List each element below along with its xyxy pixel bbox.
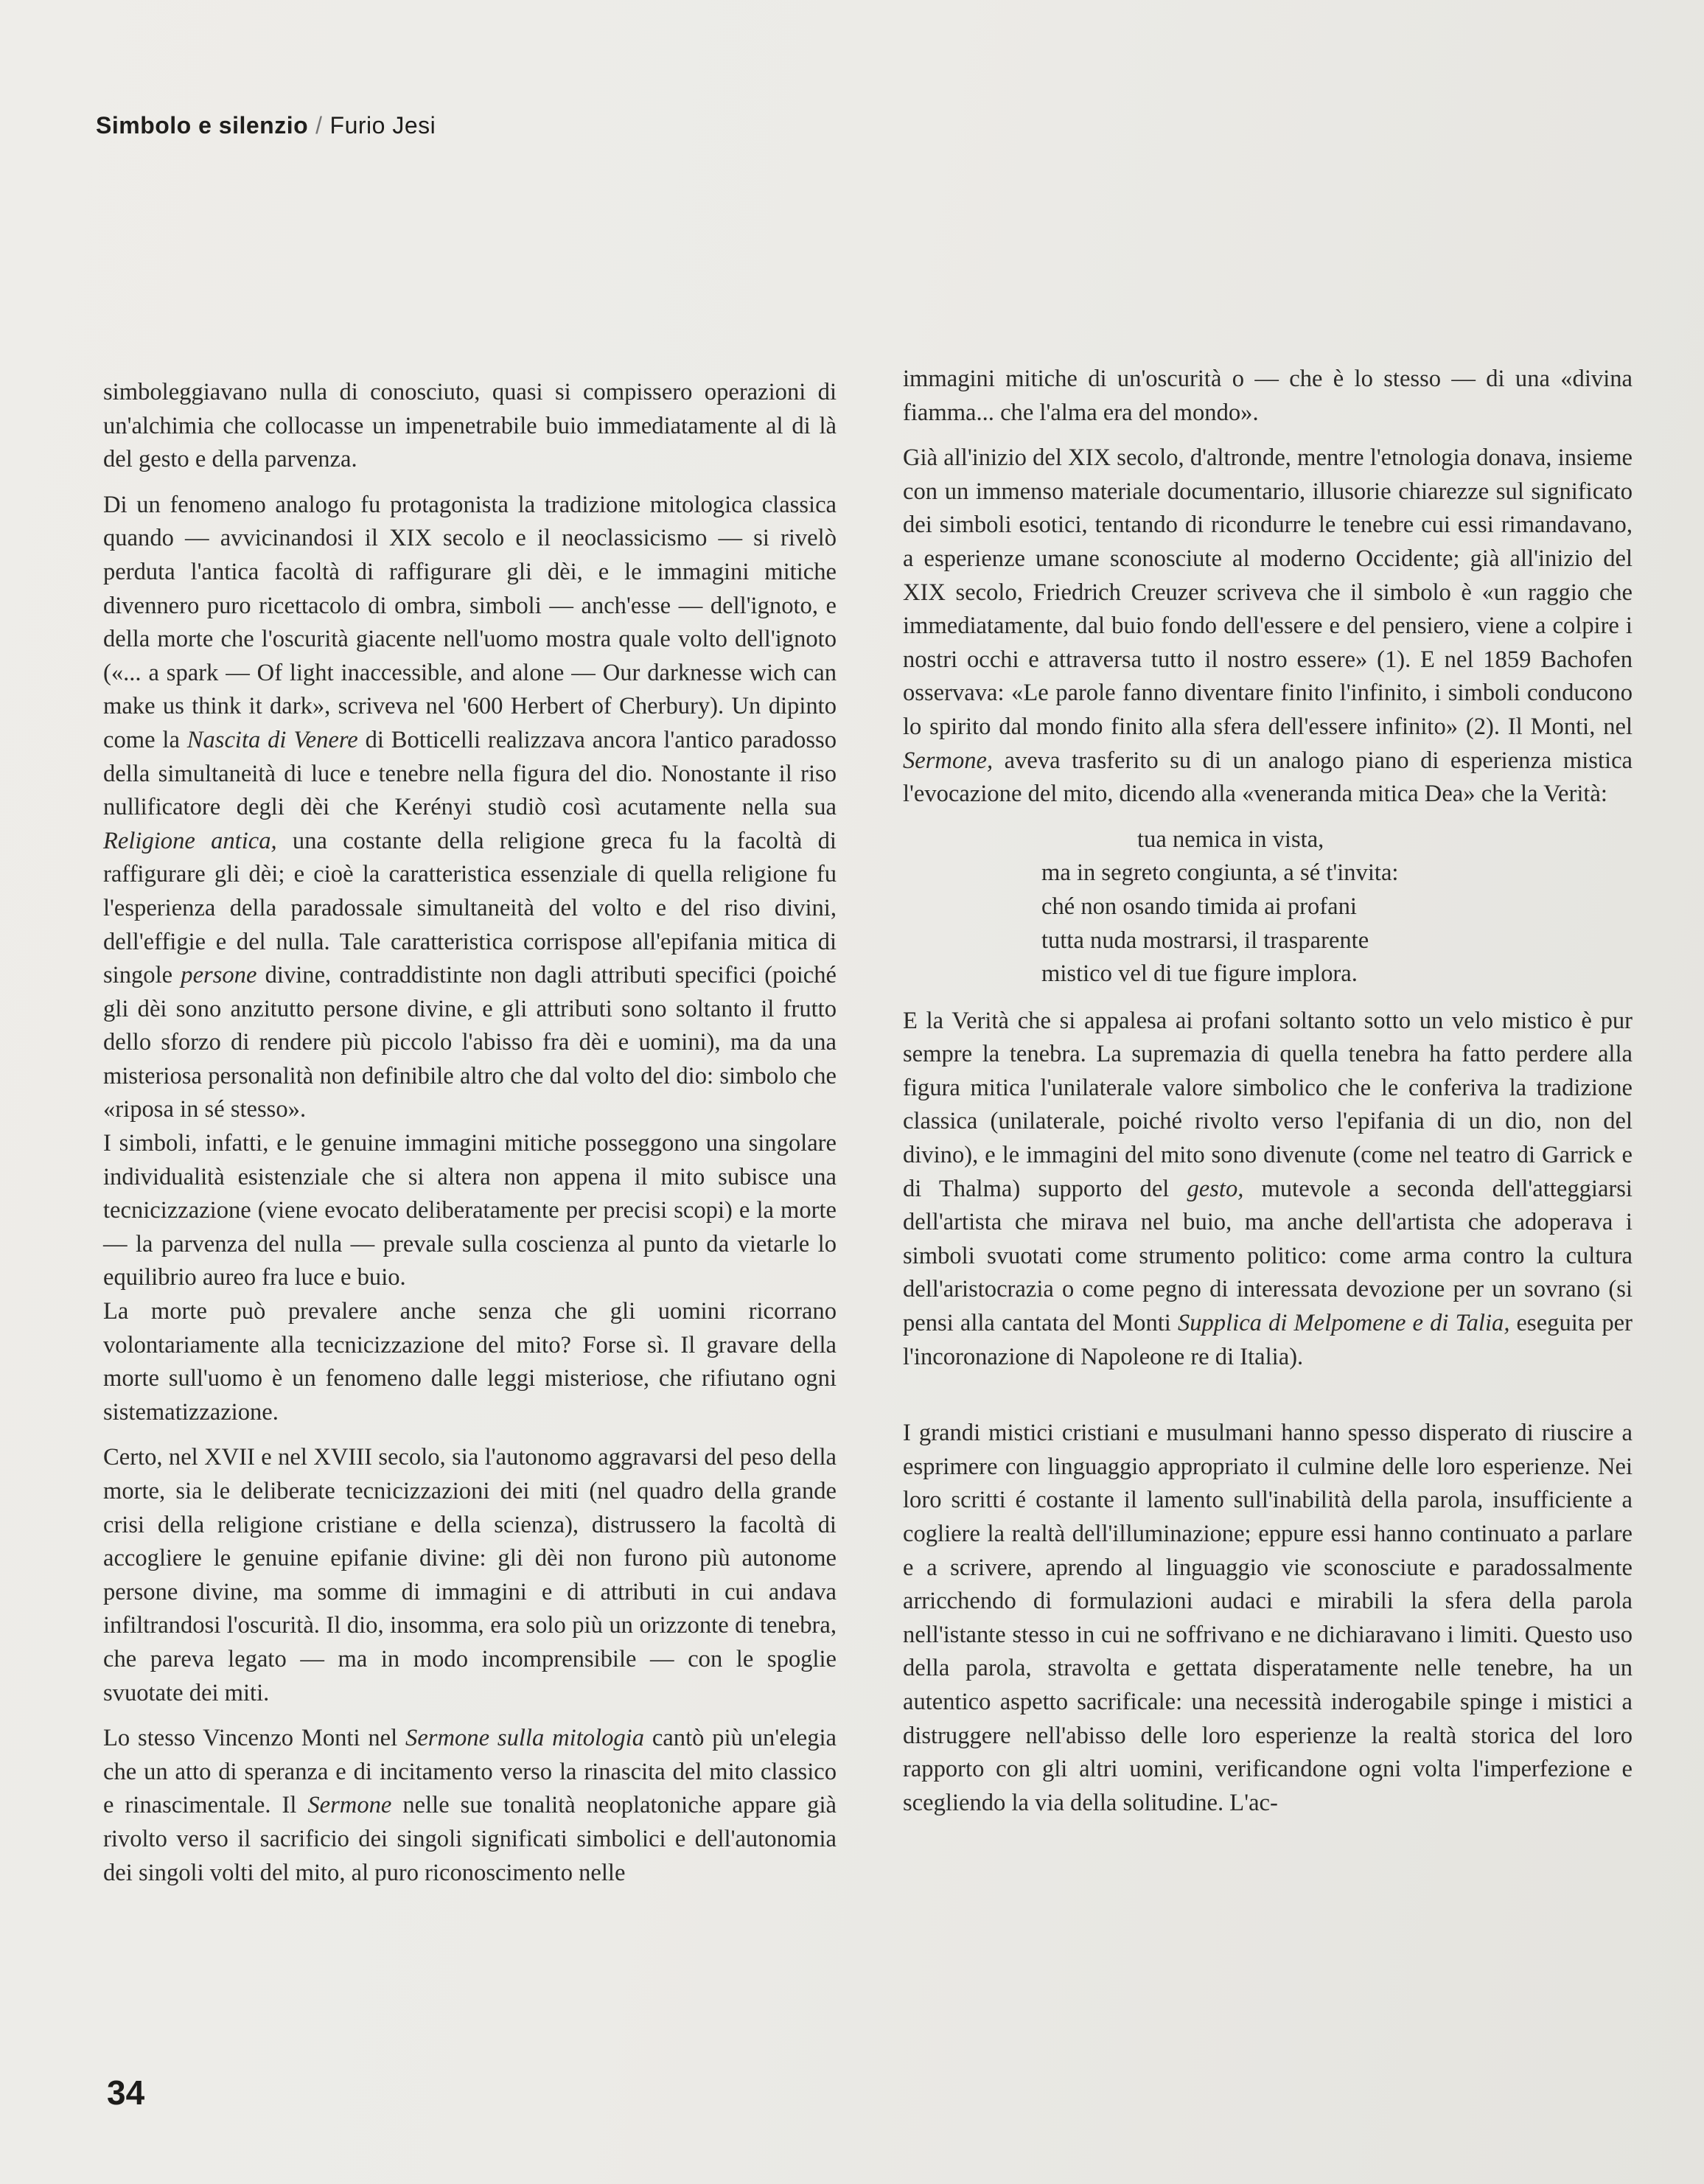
text-run: Già all'inizio del XIX secolo, d'altronde, mentre l'etnologia donava, insieme con un immenso materiale documentario, illusorie chiarezze sul significato dei simboli esotici, tentando di ricondurre le tenebre cui essi rimandavano, a esperienze umane sconosciute al moderno Occidente; già all'inizio del XIX secolo, Friedrich Creuzer scriveva che il simbolo è «un raggio che immediatamente, dal buio fondo dell'essere e del pensiero, viene a colpire i nostri occhi e attraversa tutto il nostro essere» (1). E nel 1859 Bachofen osservava: «Le parole fanno diventare finito l'infinito, i simboli conducono lo spirito dal mondo finito alla sfera dell'essere infinito» (2). Il Monti, nel	[903, 444, 1633, 740]
paragraph: immagini mitiche di un'oscurità o — che è lo stesso — di una «divina fiamma... che l'alma era del mondo».	[903, 366, 1633, 426]
paragraph	[903, 442, 1633, 812]
paragraph: La morte può prevalere anche senza che gli uomini ricorrano volontariamente alla tecnicizzazione del mito? Forse sì. Il gravare della morte sull'uomo è un fenomeno dalle leggi misteriose, che rifiutano ogni sistematizzazione.	[103, 1298, 837, 1426]
paragraph	[103, 1722, 837, 1890]
poem-line: mistico vel di tue figure implora.	[1041, 960, 1358, 988]
paragraph: I simboli, infatti, e le genuine immagini mitiche posseggono una singolare individualità esistenziale che si altera non appena il mito subisce una tecnicizzazione (viene evocato deliberatamente per precisi scopi) e la morte — la parvenza del nulla — prevale sulla coscienza al punto da vietarle lo equilibrio aureo fra luce e buio.	[103, 1130, 837, 1291]
italic-title: Sermone,	[903, 747, 994, 774]
text-run: una costante della religione greca fu la facoltà di raffigurare gli dèi; e cioè la caratteristica essenziale di quella religione fu l'esperienza della paradossale simultaneità del volto e del riso divini, dell'effigie e del nulla. Tale caratteristica corrispose all'epifania mitica di singole	[103, 827, 837, 989]
text-run: divine, contraddistinte non dagli attributi specifici (poiché gli dèi sono anzitutto persone divine, e gli attributi sono soltanto il frutto dello sforzo di rendere più piccolo l'abisso fra dèi e uomini), ma da una misteriosa personalità non definibile altro che dal volto del dio: simbolo che «riposa in sé stesso».	[103, 962, 837, 1123]
italic-title: Religione antica,	[103, 827, 277, 854]
header-author: Furio Jesi	[329, 112, 436, 139]
poem-line: ma in segreto congiunta, a sé t'invita:	[1041, 859, 1399, 887]
paragraph: simboleggiavano nulla di conosciuto, quasi si compissero operazioni di un'alchimia che collocasse un impenetrabile buio immediatamente al di là del gesto e della parvenza.	[103, 379, 837, 473]
poem-quote	[1041, 823, 1633, 991]
text-run: E la Verità che si appalesa ai profani soltanto sotto un velo mistico è pur sempre la tenebra. La supremazia di quella tenebra ha fatto perdere alla figura mitica l'unilaterale valore simbolico che le conferiva la tradizione classica (unilaterale, poiché rivolto verso l'epifania di un dio, non del divino), e le immagini del mito sono divenute (come nel teatro di Garrick e di Thalma) supporto del	[903, 1007, 1633, 1202]
bleed-through-title	[685, 103, 1201, 206]
italic-term: gesto,	[1187, 1175, 1244, 1202]
text-run: mutevole a seconda dell'atteggiarsi dell'artista che mirava nel buio, ma anche dell'artista che adoperava i simboli svuotati come strumento politico: come arma contro la cultura dell'aristocrazia o come pegno di interessata devozione per un sovrano (si pensi alla cantata del Monti	[903, 1175, 1633, 1337]
page-number: 34	[107, 2073, 145, 2112]
header-separator: /	[315, 112, 323, 139]
poem-line: ché non osando timida ai profani	[1041, 893, 1357, 920]
text-run: Lo stesso Vincenzo Monti nel	[103, 1725, 406, 1752]
italic-title: Sermone	[307, 1792, 392, 1819]
left-column	[103, 376, 837, 1902]
text-run: eseguita per l'incoronazione di Napoleone re di Italia).	[903, 1310, 1633, 1370]
right-column	[903, 363, 1633, 1832]
paragraph: Certo, nel XVII e nel XVIII secolo, sia l'autonomo aggravarsi del peso della morte, sia le deliberate tecnicizzazioni dei miti (nel quadro della grande crisi della religione cristiane e della scienza), distrussero la facoltà di accogliere le genuine epifanie divine: gli dèi non furono più autonome persone divine, ma somme di immagini e di attributi in cui andava infiltrandosi l'oscurità. Il dio, insomma, era solo più un orizzonte di tenebra, che pareva legato — ma in modo incomprensibile — con le spoglie svuotate dei miti.	[103, 1444, 837, 1706]
header-title: Simbolo e silenzio	[96, 112, 309, 139]
italic-title: Nascita di Venere	[186, 726, 358, 753]
italic-title: Sermone sulla mitologia	[405, 1725, 645, 1752]
poem-line: tutta nuda mostrarsi, il trasparente	[1041, 927, 1369, 954]
text-run: Di un fenomeno analogo fu protagonista la tradizione mitologica classica quando — avvicinandosi il XIX secolo e il neoclassicismo — si rivelò perduta l'antica facoltà di raffigurare gli dèi, e le immagini mitiche divennero puro ricettacolo di ombra, simboli — anch'esse — dell'ignoto, e della morte che l'oscurità giacente nell'uomo mostra quale volto dell'ignoto («... a spark — Of light inaccessible, and alone — Our darknesse wich can make us think it dark», scriveva nel '600 Herbert of Cherbury). Un dipinto come la	[103, 491, 837, 753]
poem-line: tua nemica in vista,	[1137, 826, 1324, 853]
running-header	[96, 112, 436, 139]
italic-term: persone	[181, 962, 257, 989]
text-run: nelle sue tonalità neoplatoniche appare già rivolto verso il sacrificio dei singoli significati simbolici e dell'autonomia dei singoli volti del mito, al puro riconoscimento nelle	[103, 1792, 837, 1886]
paragraph	[903, 1005, 1633, 1375]
text-run: cantò più un'elegia che un atto di speranza e di incitamento verso la rinascita del mito classico e rinascimentale. Il	[103, 1725, 837, 1819]
italic-title: Supplica di Melpomene e di Talia,	[1177, 1310, 1510, 1337]
text-run: di Botticelli realizzava ancora l'antico paradosso della simultaneità di luce e tenebre nella figura del dio. Nonostante il riso nullificatore degli dèi che Kerényi studiò così acutamente nella sua	[103, 726, 837, 821]
paragraph: I grandi mistici cristiani e musulmani hanno spesso disperato di riuscire a esprimere con linguaggio appropriato il culmine delle loro esperienze. Nei loro scritti é costante il lamento sull'inabilità della parola, insufficiente a cogliere la realtà dell'illuminazione; eppure essi hanno continuato a parlare e a scrivere, aprendo al linguaggio vie sconosciute e paradossalmente arricchendo di formulazioni audaci e mirabili la sfera della parola nell'istante stesso in cui ne soffrivano e ne dichiaravano i limiti. Questo uso della parola, stravolta e gettata disperatamente nelle tenebre, ha un autentico aspetto sacrificale: una necessità inderogabile spinge i mistici a distruggere nell'abisso delle loro esperienze la realtà storica del loro rapporto con gli altri uomini, verificandone ogni volta l'imperfezione e scegliendo la via della solitudine. L'ac-	[903, 1420, 1633, 1816]
text-run: aveva trasferito su di un analogo piano di esperienza mistica l'evocazione del mito, dicendo alla «veneranda mitica Dea» che la Verità:	[903, 747, 1633, 808]
paragraph	[103, 489, 837, 1127]
